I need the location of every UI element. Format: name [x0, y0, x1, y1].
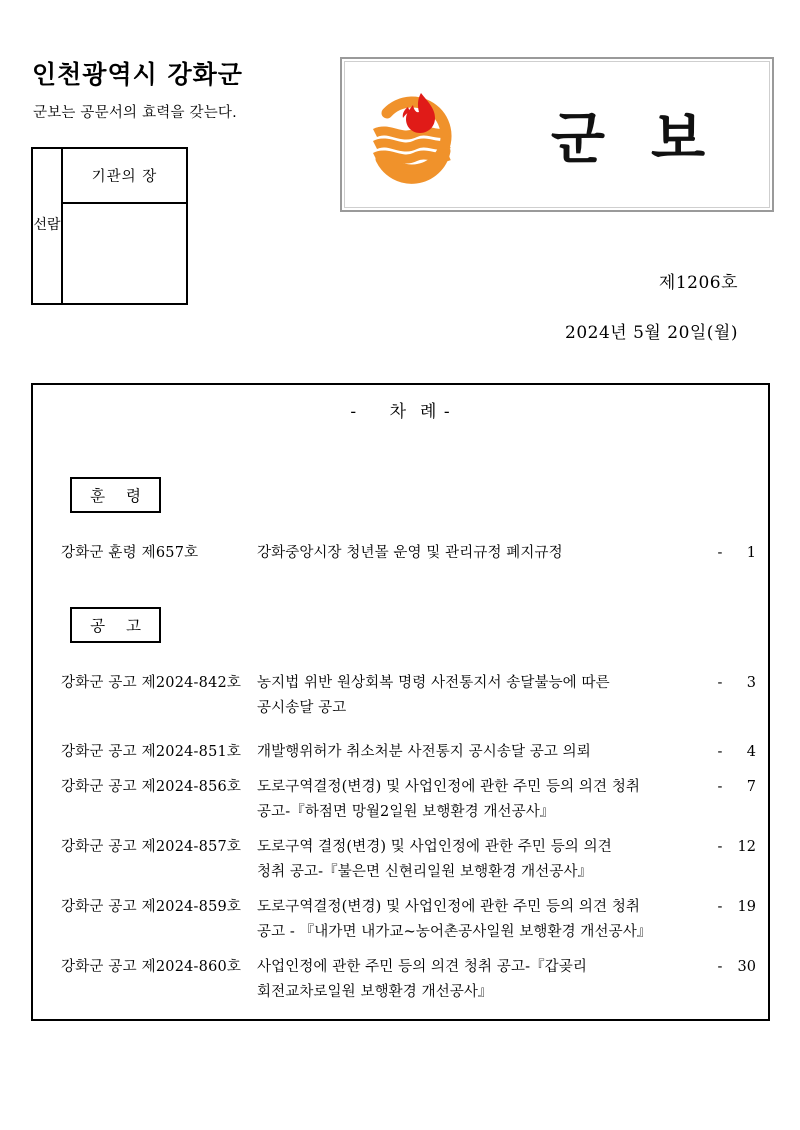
issue-number: 제1206호: [658, 273, 738, 293]
toc-entry-title-line2: 공고 - 『내가면 내가교~농어촌공사일원 보행환경 개선공사』: [257, 924, 652, 940]
toc-entry-doc-number: 강화군 공고 제2024-857호: [61, 839, 242, 855]
toc-entry-title-line1: 강화중앙시장 청년몰 운영 및 관리규정 폐지규정: [257, 545, 563, 561]
toc-entry[interactable]: [33, 775, 768, 825]
toc-entry-title-line1: 도로구역결정(변경) 및 사업인정에 관한 주민 등의 의견 청취: [257, 899, 641, 915]
toc-entry-title-line1: 도로구역 결정(변경) 및 사업인정에 관한 주민 등의 의견: [257, 839, 612, 855]
approval-side-label-text: 선람: [33, 217, 61, 234]
toc-entry-doc-number: 강화군 훈령 제657호: [61, 545, 199, 561]
issue-date: 2024년 5월 20일(월): [565, 323, 738, 343]
toc-entry-title-line2: 청취 공고-『불은면 신현리일원 보행환경 개선공사』: [257, 864, 593, 880]
toc-entry-page-number: 19: [737, 899, 756, 915]
toc-entry-dash: -: [717, 675, 723, 691]
section-tag-hunryeong: 훈 령: [70, 477, 161, 513]
toc-entry-doc-number: 강화군 공고 제2024-860호: [61, 959, 242, 975]
toc-heading-right: 례 -: [420, 402, 451, 422]
toc-entry[interactable]: [33, 895, 768, 945]
toc-entry-page-number: 4: [746, 744, 756, 760]
toc-entry-doc-number: 강화군 공고 제2024-856호: [61, 779, 242, 795]
toc-entry-dash: -: [717, 899, 723, 915]
toc-entry-title-line1: 사업인정에 관한 주민 등의 의견 청취 공고-『갑곶리: [257, 959, 587, 975]
toc-heading-left: - 차: [350, 402, 420, 422]
toc-entry-title-line1: 도로구역결정(변경) 및 사업인정에 관한 주민 등의 의견 청취: [257, 779, 641, 795]
toc-entry-title: [257, 671, 710, 721]
toc-entry-title: [257, 740, 710, 765]
toc-entry-title: [257, 541, 710, 566]
toc-entry-title: [257, 775, 710, 825]
section-tag-gonggo: 공 고: [70, 607, 161, 643]
toc-entry[interactable]: [33, 671, 768, 721]
organization-title: 인천광역시 강화군: [32, 60, 243, 89]
toc-entry-dash: -: [717, 959, 723, 975]
toc-list-hunryeong: [33, 541, 768, 576]
bulletin-nameplate: [340, 57, 774, 212]
ganghwa-county-emblem-icon: [367, 85, 467, 185]
toc-list-gonggo: [33, 671, 768, 1015]
toc-entry-dash: -: [717, 744, 723, 760]
toc-entry-page-number: 3: [746, 675, 756, 691]
toc-entry-dash: -: [717, 839, 723, 855]
toc-entry-title: [257, 895, 710, 945]
nameplate-title: 군보: [550, 106, 752, 172]
toc-entry-title-line2: 공시송달 공고: [257, 700, 347, 716]
organization-subtitle: 군보는 공문서의 효력을 갖는다.: [33, 105, 237, 121]
toc-entry-page-number: 30: [737, 959, 756, 975]
table-of-contents-heading: [33, 397, 768, 422]
toc-entry-dash: -: [717, 545, 723, 561]
toc-entry-title-line2: 회전교차로일원 보행환경 개선공사』: [257, 984, 493, 1000]
toc-entry-page-number: 12: [737, 839, 756, 855]
toc-entry-title-line1: 농지법 위반 원상회복 명령 사전통지서 송달불능에 따른: [257, 675, 610, 691]
toc-entry-title: [257, 835, 710, 885]
approval-head-label: 기관의 장: [63, 149, 186, 204]
masthead: [0, 0, 800, 360]
toc-entry-doc-number: 강화군 공고 제2024-851호: [61, 744, 242, 760]
toc-entry[interactable]: [33, 835, 768, 885]
toc-entry-page-number: 1: [746, 545, 756, 561]
toc-entry-doc-number: 강화군 공고 제2024-859호: [61, 899, 242, 915]
toc-entry-title-line2: 공고-『하점면 망월2일원 보행환경 개선공사』: [257, 804, 555, 820]
table-of-contents-frame: [31, 383, 770, 1021]
toc-entry-title-line1: 개발행위허가 취소처분 사전통지 공시송달 공고 의뢰: [257, 744, 591, 760]
toc-entry[interactable]: [33, 740, 768, 765]
toc-entry-page-number: 7: [746, 779, 756, 795]
toc-entry-doc-number: 강화군 공고 제2024-842호: [61, 675, 242, 691]
toc-entry-dash: -: [717, 779, 723, 795]
toc-entry[interactable]: [33, 955, 768, 1005]
toc-entry-title: [257, 955, 710, 1005]
toc-entry[interactable]: [33, 541, 768, 566]
